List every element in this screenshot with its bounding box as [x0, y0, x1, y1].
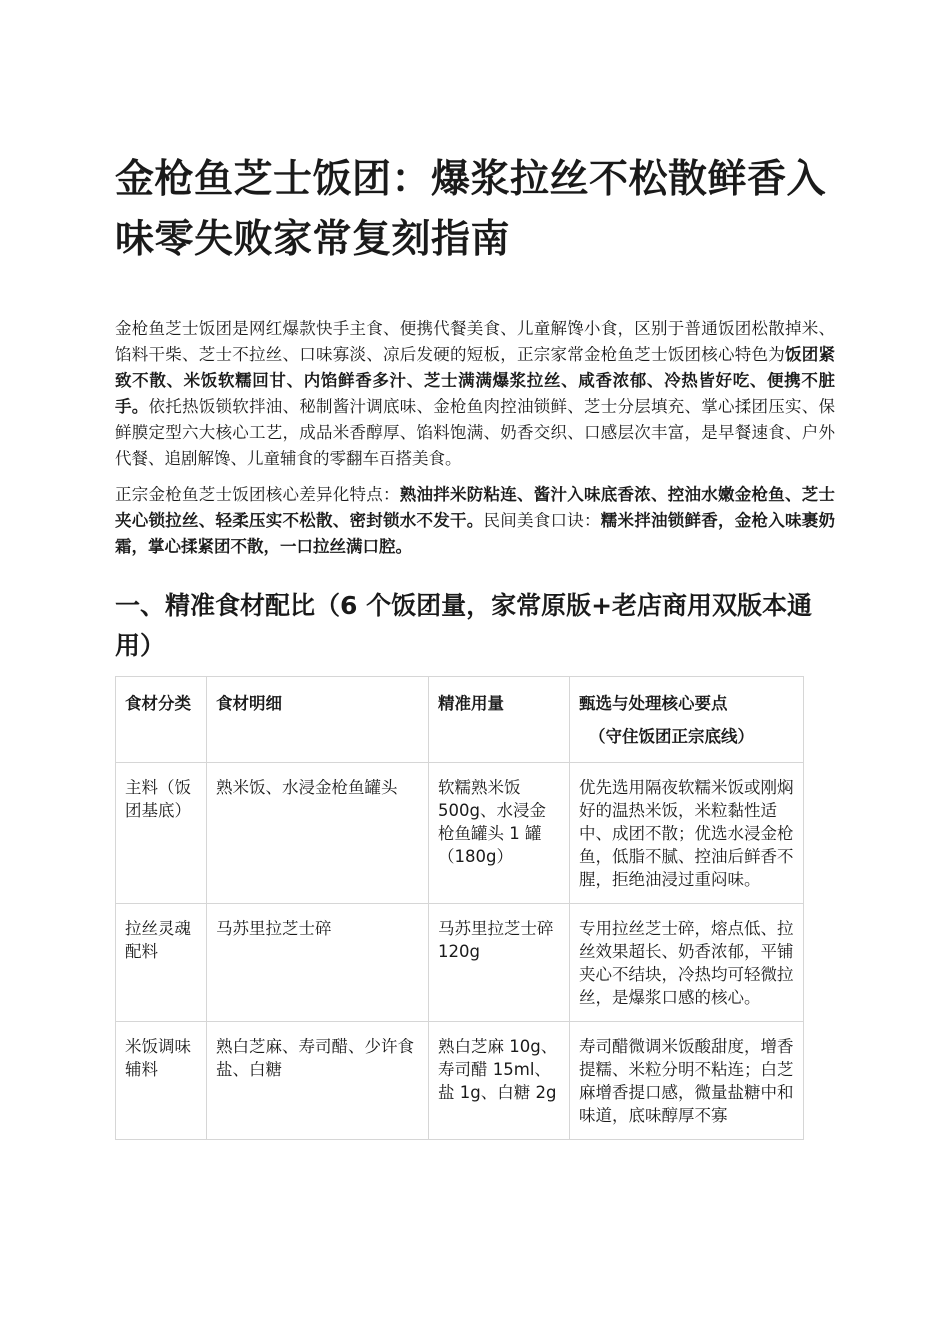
cell-category: 米饭调味辅料	[116, 1022, 207, 1140]
cell-amount: 软糯熟米饭 500g、水浸金枪鱼罐头 1 罐（180g）	[429, 763, 570, 904]
features-points: 熟油拌米防粘连、酱汁入味底香浓、控油水嫩金枪鱼、芝士夹心锁拉丝、轻柔压实不松散、密封锁水不发干。	[115, 485, 835, 530]
ingredients-table	[115, 676, 804, 1140]
table-row	[116, 1022, 804, 1140]
table-row	[116, 763, 804, 904]
cell-tips: 寿司醋微调米饭酸甜度，增香提糯、米粒分明不粘连；白芝麻增香提口感，微量盐糖中和味道，底味醇厚不寡	[570, 1022, 804, 1140]
intro-text-2: 依托热饭锁软拌油、秘制酱汁调底味、金枪鱼肉控油锁鲜、芝士分层填充、掌心揉团压实、保鲜膜定型六大核心工艺，成品米香醇厚、馅料饱满、奶香交织、口感层次丰富，是早餐速食、户外代餐、追剧解馋、儿童辅食的零翻车百搭美食。	[115, 397, 835, 468]
cell-amount: 熟白芝麻 10g、寿司醋 15ml、盐 1g、白糖 2g	[429, 1022, 570, 1140]
cell-tips: 优先选用隔夜软糯米饭或刚焖好的温热米饭，米粒黏性适中、成团不散；优选水浸金枪鱼，低脂不腻、控油后鲜香不腥，拒绝油浸过重闷味。	[570, 763, 804, 904]
cell-tips: 专用拉丝芝士碎，熔点低、拉丝效果超长、奶香浓郁，平铺夹心不结块，冷热均可轻微拉丝，是爆浆口感的核心。	[570, 904, 804, 1022]
features-paragraph	[115, 482, 835, 560]
features-label: 正宗金枪鱼芝士饭团核心差异化特点：	[115, 485, 400, 504]
section-heading-ingredients: 一、精准食材配比（6 个饭团量，家常原版+老店商用双版本通用）	[115, 591, 813, 660]
document-page	[115, 150, 835, 1140]
cell-detail: 熟米饭、水浸金枪鱼罐头	[207, 763, 429, 904]
intro-text-1: 金枪鱼芝士饭团是网红爆款快手主食、便携代餐美食、儿童解馋小食，区别于普通饭团松散掉米、馅料干柴、芝士不拉丝、口味寡淡、凉后发硬的短板，正宗家常金枪鱼芝士饭团核心特色为	[115, 319, 835, 364]
intro-paragraph	[115, 316, 835, 472]
table-header-row	[116, 677, 804, 763]
saying-label: 民间美食口诀：	[483, 511, 601, 530]
intro-highlight: 饭团紧致不散、米饭软糯回甘、内馅鲜香多汁、芝士满满爆浆拉丝、咸香浓郁、冷热皆好吃、便携不脏手。	[115, 345, 835, 416]
header-category: 食材分类	[116, 677, 207, 763]
header-detail: 食材明细	[207, 677, 429, 763]
cell-category: 主料（饭团基底）	[116, 763, 207, 904]
table-row	[116, 904, 804, 1022]
header-tips-main: 甄选与处理核心要点	[579, 694, 728, 713]
header-amount: 精准用量	[429, 677, 570, 763]
header-tips-sub: （守住饭团正宗底线）	[589, 727, 754, 746]
document-title: 金枪鱼芝士饭团：爆浆拉丝不松散鲜香入味零失败家常复刻指南	[115, 157, 827, 262]
header-tips	[570, 677, 804, 763]
cell-detail: 马苏里拉芝士碎	[207, 904, 429, 1022]
cell-category: 拉丝灵魂配料	[116, 904, 207, 1022]
cell-amount: 马苏里拉芝士碎 120g	[429, 904, 570, 1022]
saying-text: 糯米拌油锁鲜香，金枪入味裹奶霜，掌心揉紧团不散，一口拉丝满口腔。	[115, 511, 835, 556]
cell-detail: 熟白芝麻、寿司醋、少许食盐、白糖	[207, 1022, 429, 1140]
